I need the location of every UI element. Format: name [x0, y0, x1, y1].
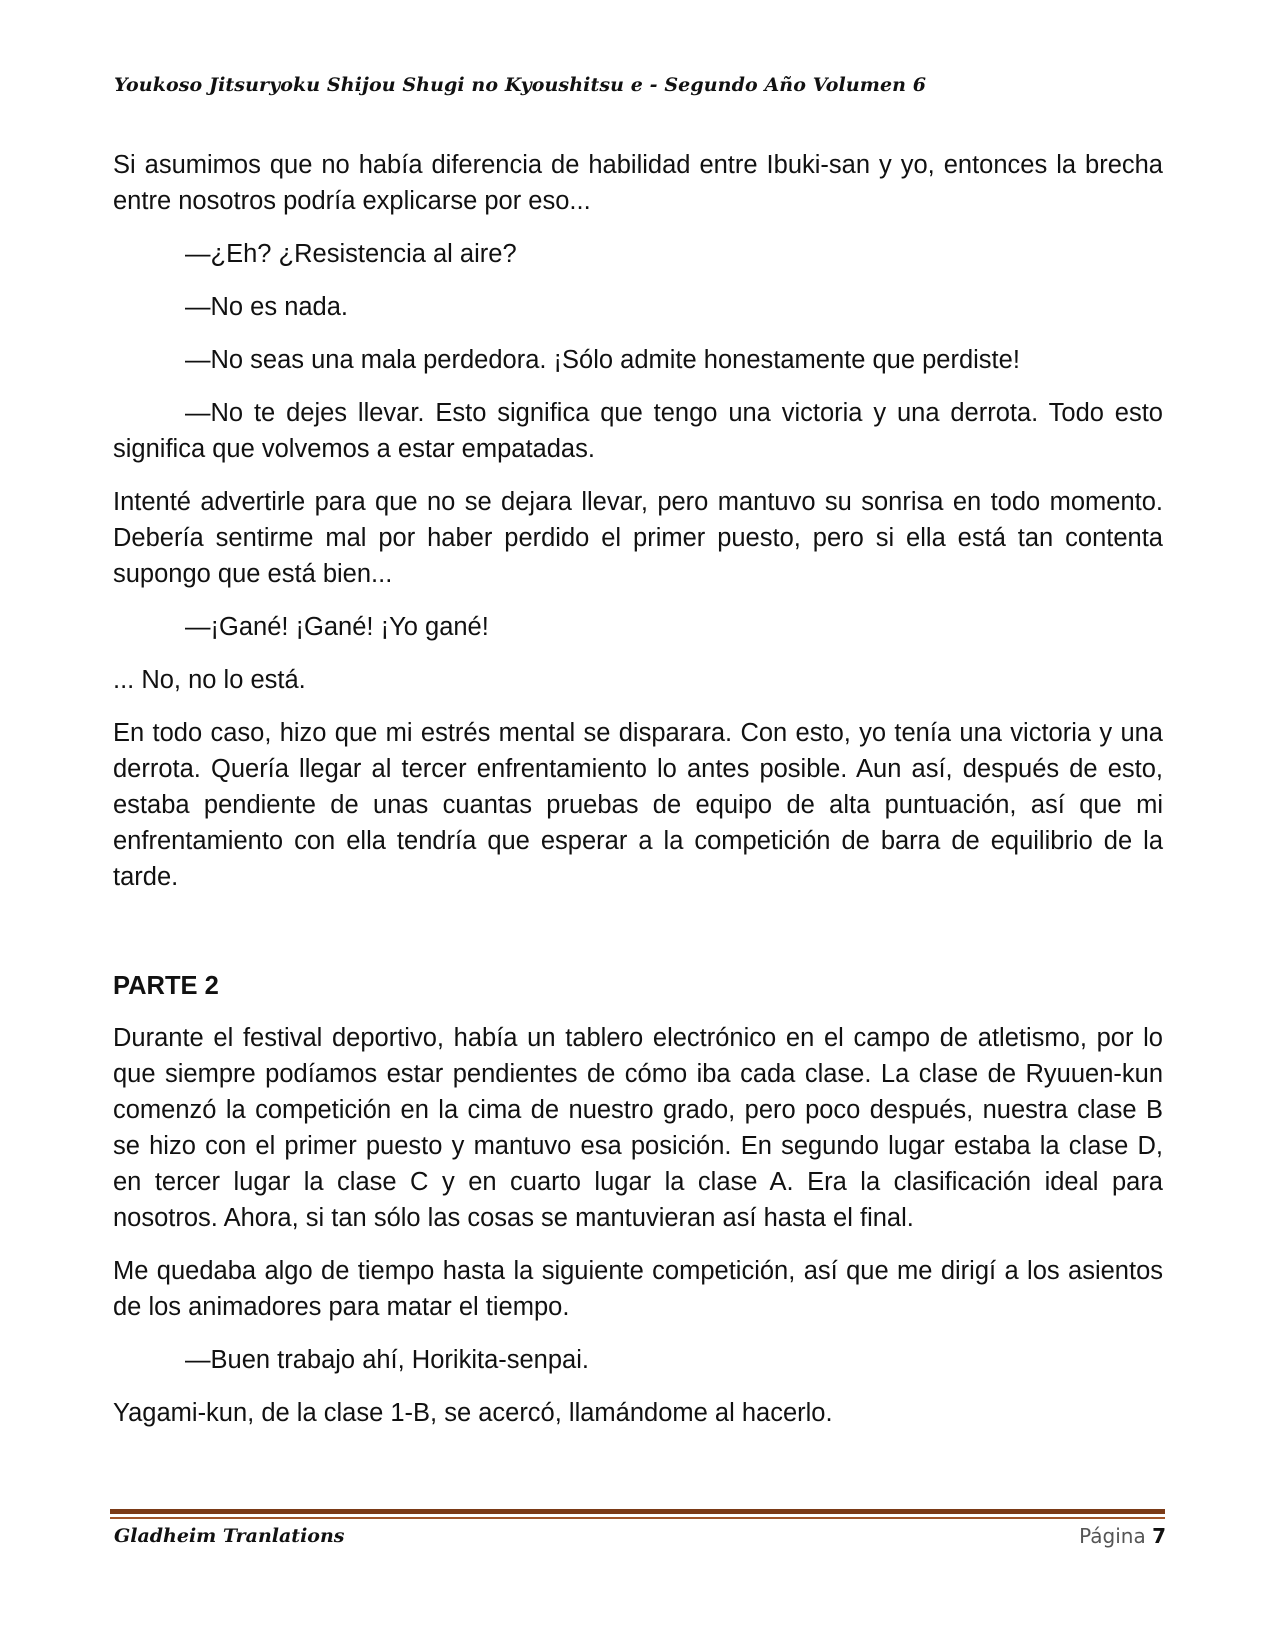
footer-publisher: Gladheim Tranlations — [114, 1525, 345, 1547]
page-number-block — [1079, 1521, 1166, 1551]
dialogue-line: —Buen trabajo ahí, Horikita-senpai. — [185, 1346, 589, 1374]
paragraph: ... No, no lo está. — [113, 666, 306, 694]
page-label: Página — [1079, 1524, 1146, 1548]
page-number: 7 — [1152, 1524, 1166, 1548]
dialogue-line: —¡Gané! ¡Gané! ¡Yo gané! — [185, 613, 489, 641]
paragraph: Yagami-kun, de la clase 1-B, se acercó, llamándome al hacerlo. — [113, 1399, 833, 1427]
dialogue-line: —¿Eh? ¿Resistencia al aire? — [185, 240, 517, 268]
paragraph: Me quedaba algo de tiempo hasta la siguiente competición, así que me dirigí a los asientos de los animadores para matar el tiempo. — [113, 1257, 1163, 1321]
paragraph: Intenté advertirle para que no se dejara llevar, pero mantuvo su sonrisa en todo momento. Debería sentirme mal por haber perdido el primer puesto, pero si ella está tan contenta supongo que está bien... — [113, 488, 1163, 588]
paragraph: En todo caso, hizo que mi estrés mental se disparara. Con esto, yo tenía una victoria y una derrota. Quería llegar al tercer enfrentamiento lo antes posible. Aun así, después de esto, estaba pendiente de unas cuantas pruebas de equipo de alta puntuación, así que mi enfrentamiento con ella tendría que esperar a la competición de barra de equilibrio de la tarde. — [113, 719, 1163, 891]
section-heading: PARTE 2 — [113, 972, 219, 1000]
dialogue-line: —No seas una mala perdedora. ¡Sólo admite honestamente que perdiste! — [185, 346, 1020, 374]
running-header: Youkoso Jitsuryoku Shijou Shugi no Kyoushitsu e - Segundo Año Volumen 6 — [114, 74, 927, 96]
paragraph: Si asumimos que no había diferencia de habilidad entre Ibuki-san y yo, entonces la brecha entre nosotros podría explicarse por eso... — [113, 151, 1163, 215]
dialogue-line: —No te dejes llevar. Esto significa que tengo una victoria y una derrota. Todo esto significa que volvemos a estar empatadas. — [113, 399, 1163, 463]
dialogue-line: —No es nada. — [185, 293, 349, 321]
footer-rule-thick — [110, 1509, 1165, 1514]
page-body — [113, 147, 1163, 1448]
footer-rule-thin — [110, 1517, 1165, 1519]
paragraph: Durante el festival deportivo, había un tablero electrónico en el campo de atletismo, por lo que siempre podíamos estar pendientes de cómo iba cada clase. La clase de Ryuuen-kun comenzó la competición en la cima de nuestro grado, pero poco después, nuestra clase B se hizo con el primer puesto y mantuvo esa posición. En segundo lugar estaba la clase D, en tercer lugar la clase C y en cuarto lugar la clase A. Era la clasificación ideal para nosotros. Ahora, si tan sólo las cosas se mantuvieran así hasta el final. — [113, 1024, 1163, 1232]
